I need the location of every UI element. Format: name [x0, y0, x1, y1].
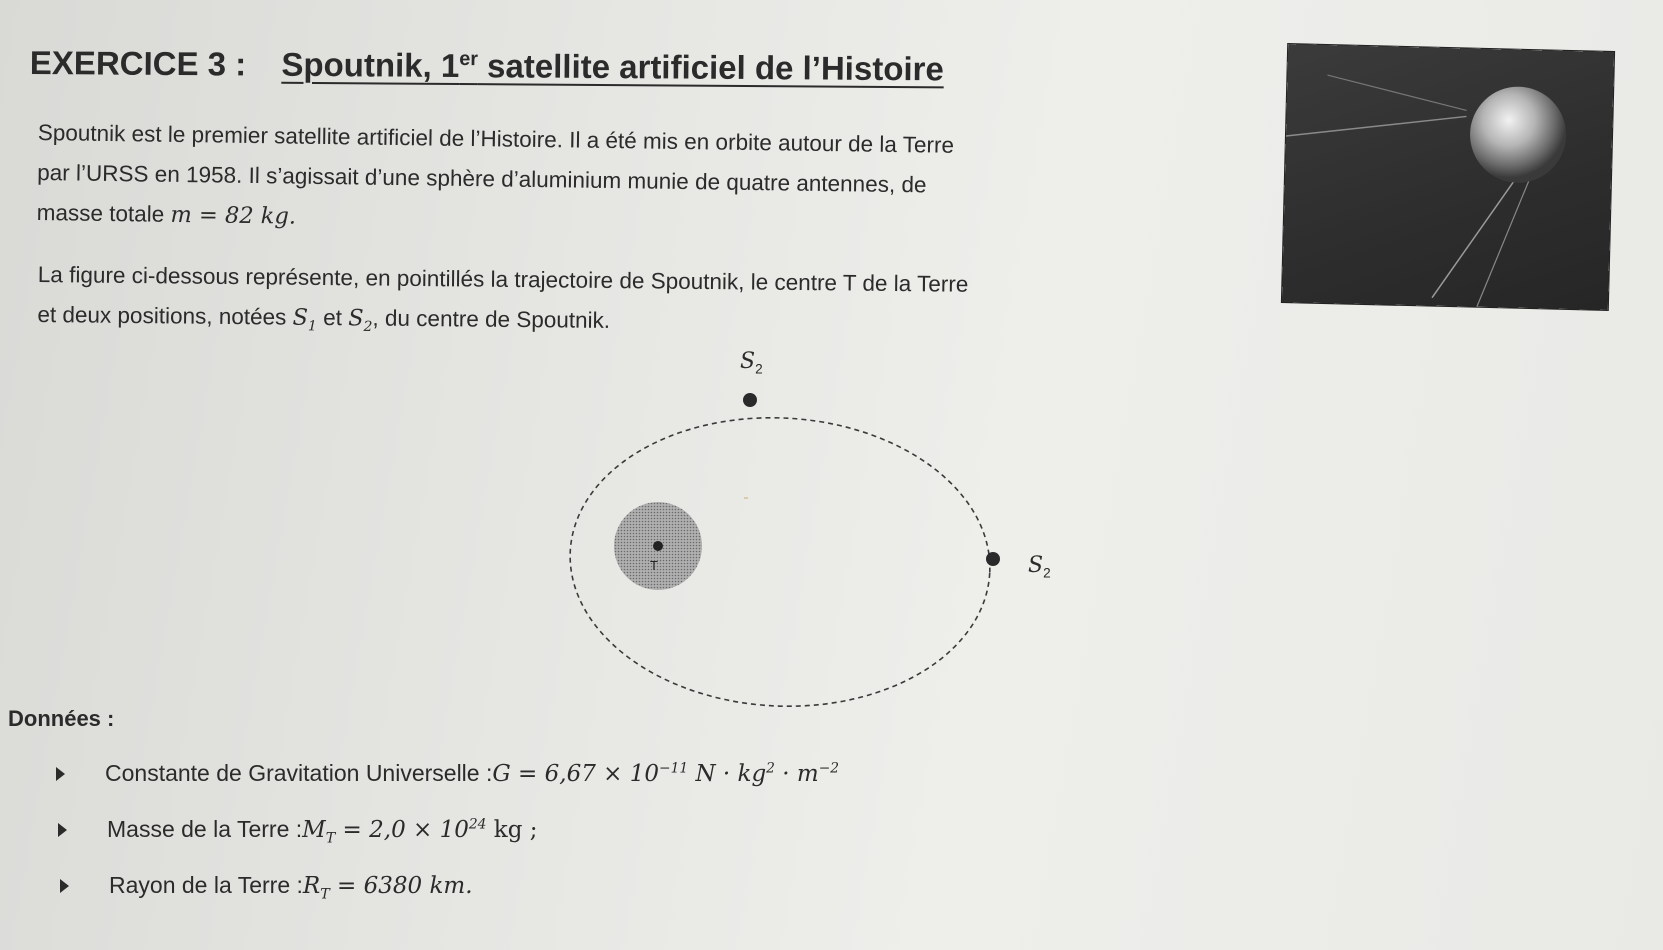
title-rest: satellite artificiel de l’Histoire	[477, 47, 944, 88]
desc-s2: $S_2$	[348, 305, 373, 336]
data-item-label: Constante de Gravitation Universelle :	[105, 760, 493, 786]
antenna-2	[1327, 75, 1468, 110]
exercise-heading	[30, 44, 944, 88]
data-item-label: Masse de la Terre :	[107, 816, 303, 842]
label-s-top: $S_2$	[740, 349, 763, 377]
title-main: Spoutnik, 1	[281, 45, 460, 84]
data-item-gravitation	[56, 760, 839, 787]
intro-mass-text: masse totale	[36, 199, 171, 227]
bullet-icon	[58, 823, 67, 837]
exercise-title	[281, 46, 944, 88]
antenna-1	[1286, 112, 1467, 140]
satellite-position-right	[986, 552, 1000, 566]
desc-s1: $S_1$	[292, 304, 317, 335]
data-item-label: Rayon de la Terre :	[109, 872, 303, 898]
sputnik-sphere	[1469, 86, 1567, 184]
intro-line-1: Spoutnik est le premier satellite artificiel de l’Histoire. Il a été mis en orbite autour de la Terre	[37, 120, 955, 158]
figure-description	[37, 262, 968, 352]
desc-part-c: , du centre de Spoutnik.	[372, 305, 611, 333]
antenna-3	[1432, 178, 1515, 300]
data-item-value: $R_T = 6380$ km.	[302, 872, 473, 903]
data-item-mass	[58, 815, 538, 847]
data-item-value: $M_T = 2,0 \times 10^{24}$ kg ;	[302, 815, 538, 847]
sputnik-photo	[1282, 44, 1614, 310]
desc-part-a: et deux positions, notées	[37, 301, 293, 330]
sputnik-image	[1282, 44, 1614, 310]
exercise-number: EXERCICE 3 :	[29, 44, 247, 83]
intro-paragraph	[36, 120, 954, 253]
figure-desc-line-1: La figure ci-dessous représente, en pointillés la trajectoire de Spoutnik, le centre T de la Terre	[37, 262, 969, 297]
label-earth-center: T	[650, 558, 658, 573]
satellite-position-top	[743, 393, 757, 407]
bullet-icon	[60, 879, 69, 893]
earth-center-point	[653, 541, 663, 551]
bullet-icon	[56, 767, 65, 781]
intro-mass-value: m = 82 kg.	[170, 201, 297, 230]
label-s-right: $S_2$	[1028, 553, 1051, 581]
orbit-svg	[530, 340, 1050, 720]
data-item-value: $G = 6,67 \times 10^{-11}$ $N \cdot kg^2 \cdot m^{-2}$	[492, 759, 840, 787]
data-heading: Données :	[8, 706, 115, 731]
desc-part-b: et	[316, 304, 349, 331]
title-sup: er	[459, 47, 479, 71]
intro-line-2: par l’URSS en 1958. Il s’agissait d’une sphère d’aluminium munie de quatre antennes, de	[37, 159, 927, 198]
data-item-radius	[60, 872, 473, 903]
